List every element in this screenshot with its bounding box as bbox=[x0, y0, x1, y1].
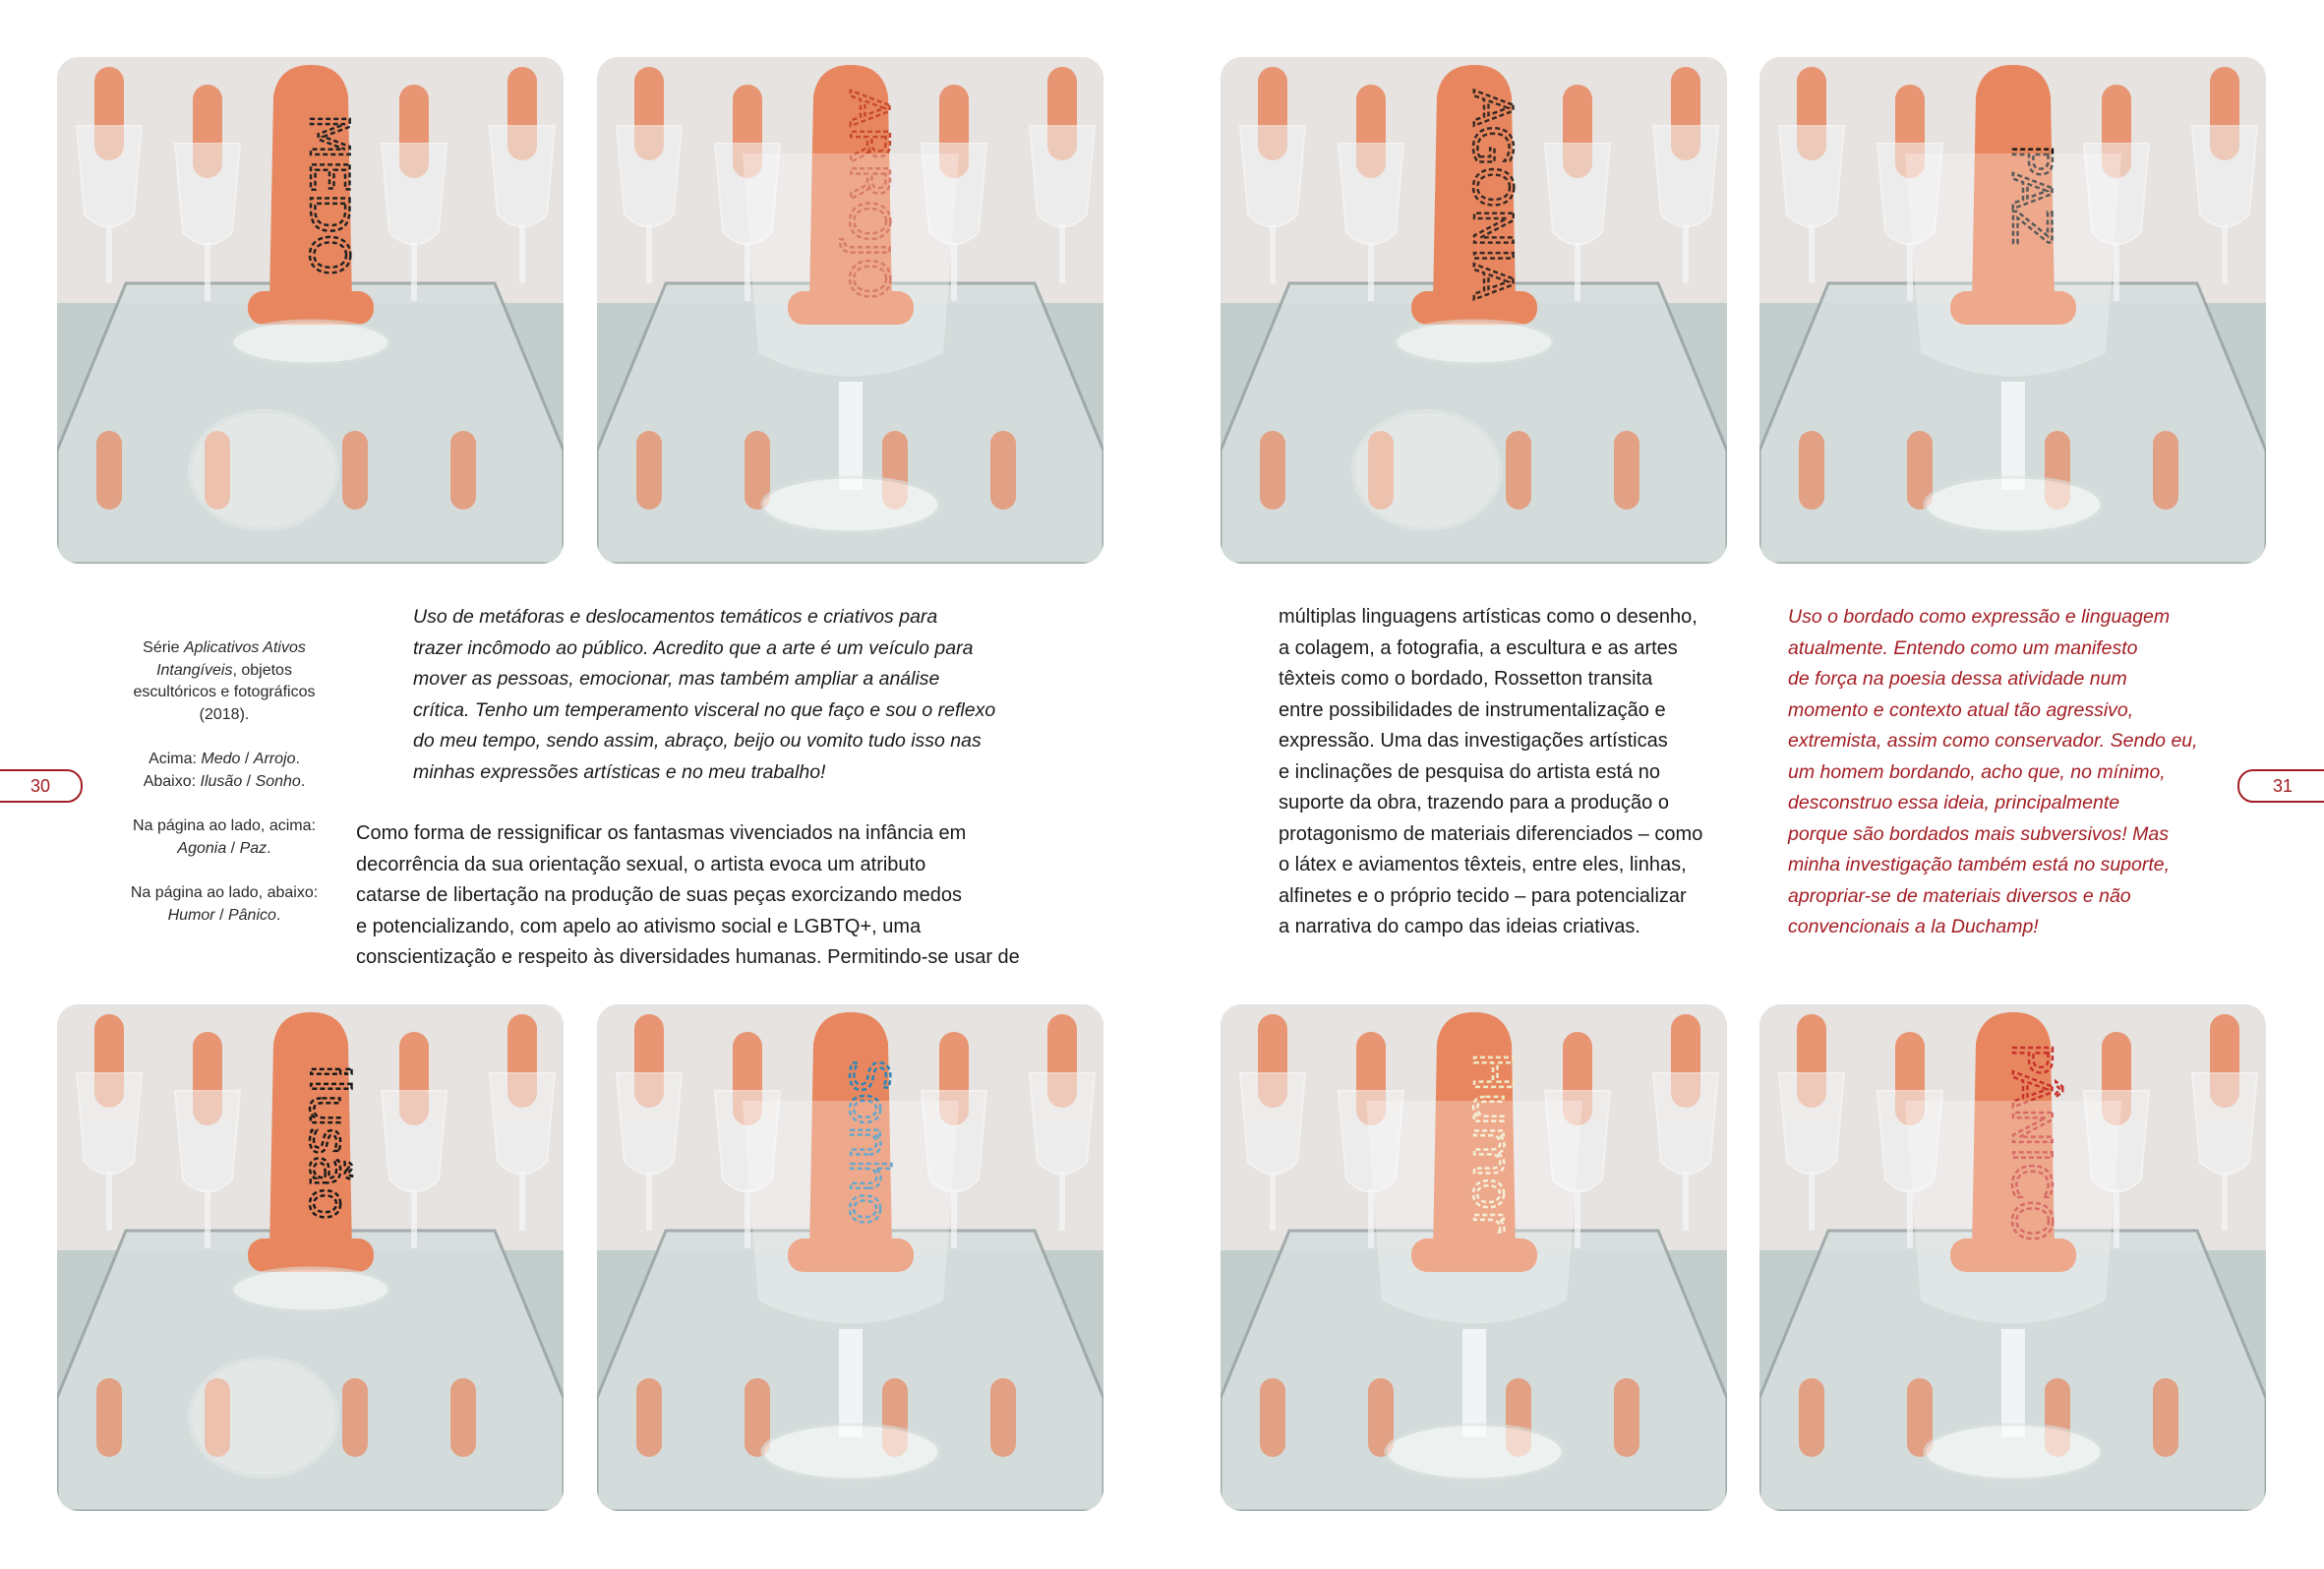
photo-sonho bbox=[597, 1004, 1103, 1511]
body-line: a narrativa do campo das ideias criativas. bbox=[1279, 916, 1640, 937]
body-line: o látex e aviamentos têxteis, entre eles, linhas, bbox=[1279, 854, 1687, 875]
quote-line: apropriar-se de materiais diversos e não bbox=[1788, 884, 2131, 907]
sculpture-image bbox=[1759, 1004, 2266, 1511]
caption-series: Série Aplicativos Ativos Intangíveis, objetos escultóricos e fotográficos (2018). bbox=[133, 639, 316, 723]
svg-text:PÂNICO: PÂNICO bbox=[2000, 1042, 2062, 1242]
sculpture-image bbox=[57, 1004, 564, 1511]
quote-line: minha investigação também está no suporte, bbox=[1788, 854, 2171, 875]
quote-line: desconstruo essa ideia, principalmente bbox=[1788, 792, 2120, 814]
page-number-right: 31 bbox=[2237, 769, 2324, 803]
caption-facing-above: Na página ao lado, acima: Agonia / Paz. bbox=[133, 817, 316, 857]
quote-line: Uso de metáforas e deslocamentos temáticos e criativos para bbox=[413, 606, 938, 628]
quote-line: atualmente. Entendo como um manifesto bbox=[1788, 636, 2138, 659]
body-line: decorrência da sua orientação sexual, o artista evoca um atributo bbox=[356, 853, 926, 875]
pull-quote-right bbox=[1788, 602, 2250, 943]
body-line: e potencializando, com apelo ao ativismo social e LGBTQ+, uma bbox=[356, 915, 922, 937]
photo-humor bbox=[1221, 1004, 1727, 1511]
quote-line: do meu tempo, sendo assim, abraço, beijo ou vomito tudo isso nas bbox=[413, 730, 982, 752]
body-line: conscientização e respeito às diversidades humanas. Permitindo-se usar de bbox=[356, 946, 1020, 968]
quote-line: de força na poesia dessa atividade num bbox=[1788, 668, 2127, 690]
body-text-right bbox=[1279, 602, 1741, 943]
svg-text:Sonho: Sonho bbox=[838, 1058, 900, 1226]
sculpture-image bbox=[1221, 57, 1727, 564]
caption-above: Acima: Medo / Arrojo. Abaixo: Ilusão / Sonho. bbox=[143, 751, 306, 790]
svg-text:ilusão: ilusão bbox=[298, 1063, 360, 1221]
quote-line: extremista, assim como conservador. Sendo eu, bbox=[1788, 730, 2198, 752]
body-line: entre possibilidades de instrumentalização e bbox=[1279, 698, 1666, 721]
caption-facing-below: Na página ao lado, abaixo: Humor / Pânico. bbox=[130, 884, 319, 924]
sculpture-image bbox=[57, 57, 564, 564]
quote-line: um homem bordando, acho que, no mínimo, bbox=[1788, 760, 2166, 783]
body-line: expressão. Uma das investigações artísticas bbox=[1279, 730, 1668, 752]
photo-arrojo bbox=[597, 57, 1103, 564]
photo-panico bbox=[1759, 1004, 2266, 1511]
svg-text:ARROJO: ARROJO bbox=[838, 90, 900, 300]
body-line: Como forma de ressignificar os fantasmas vivenciados na infância em bbox=[356, 822, 967, 844]
body-line: têxteis como o bordado, Rossetton transita bbox=[1279, 668, 1653, 690]
photo-caption bbox=[126, 637, 323, 949]
svg-text:PAZ: PAZ bbox=[2000, 144, 2062, 246]
body-line: e inclinações de pesquisa do artista está no bbox=[1279, 760, 1661, 783]
body-line: protagonismo de materiais diferenciados – como bbox=[1279, 822, 1703, 845]
body-line: a colagem, a fotografia, a escultura e as artes bbox=[1279, 636, 1678, 659]
body-line: catarse de libertação na produção de suas peças exorcizando medos bbox=[356, 884, 962, 906]
photo-ilusao bbox=[57, 1004, 564, 1511]
quote-line: crítica. Tenho um temperamento visceral no que faço e sou o reflexo bbox=[413, 698, 996, 721]
photo-agonia bbox=[1221, 57, 1727, 564]
photo-paz bbox=[1759, 57, 2266, 564]
quote-line: minhas expressões artísticas e no meu trabalho! bbox=[413, 760, 826, 783]
sculpture-image bbox=[597, 57, 1103, 564]
pull-quote-left bbox=[413, 602, 1043, 788]
body-line: suporte da obra, trazendo para a produção o bbox=[1279, 792, 1669, 814]
body-line: múltiplas linguagens artísticas como o desenho, bbox=[1279, 606, 1698, 628]
sculpture-image bbox=[1221, 1004, 1727, 1511]
svg-text:MEDO: MEDO bbox=[298, 113, 360, 276]
quote-line: Uso o bordado como expressão e linguagem bbox=[1788, 606, 2171, 628]
photo-medo bbox=[57, 57, 564, 564]
sculpture-image bbox=[597, 1004, 1103, 1511]
svg-text:AGONIA: AGONIA bbox=[1461, 90, 1523, 300]
sculpture-image bbox=[1759, 57, 2266, 564]
body-line: alfinetes e o próprio tecido – para potencializar bbox=[1279, 884, 1687, 907]
quote-line: mover as pessoas, emocionar, mas também ampliar a análise bbox=[413, 668, 940, 690]
quote-line: convencionais a la Duchamp! bbox=[1788, 916, 2039, 937]
svg-text:Humor: Humor bbox=[1461, 1052, 1523, 1233]
quote-line: momento e contexto atual tão agressivo, bbox=[1788, 698, 2134, 721]
quote-line: trazer incômodo ao público. Acredito que a arte é um veículo para bbox=[413, 636, 974, 659]
body-text-left bbox=[356, 818, 1064, 974]
page-number-left: 30 bbox=[0, 769, 83, 803]
quote-line: porque são bordados mais subversivos! Mas bbox=[1788, 822, 2169, 845]
